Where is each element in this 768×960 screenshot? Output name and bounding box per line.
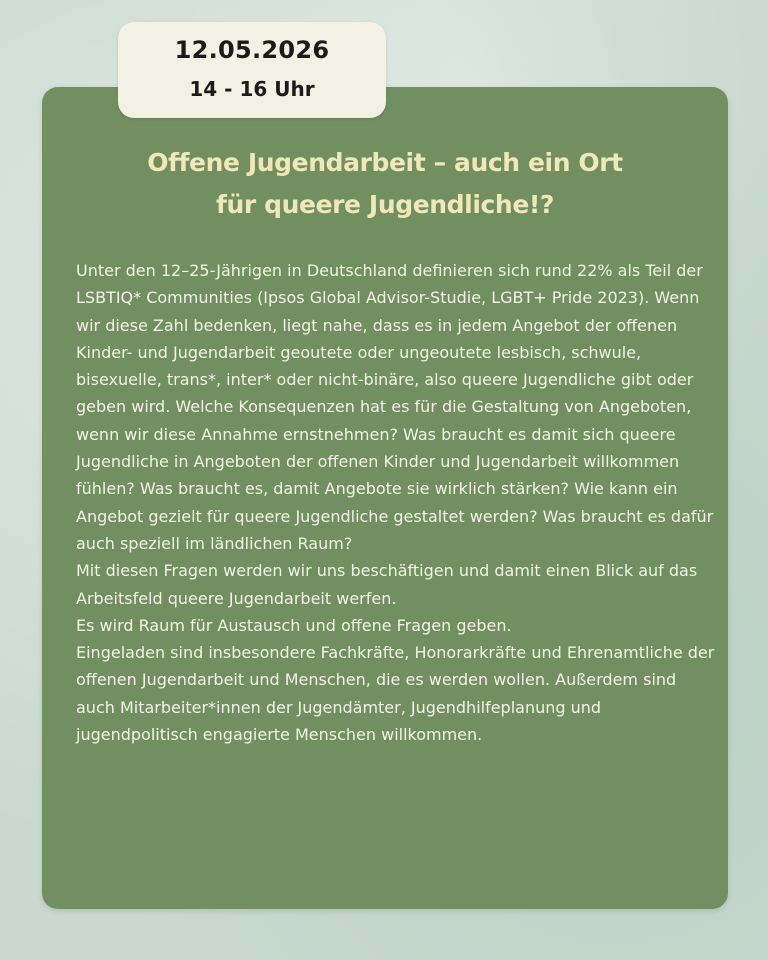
- description-paragraph: Mit diesen Fragen werden wir uns beschäftigen und damit einen Blick auf das Arbeitsfeld queere Jugendarbeit werfen.: [76, 561, 698, 608]
- event-title-line-2: für queere Jugendliche!?: [216, 190, 554, 219]
- event-time: 14 - 16 Uhr: [189, 77, 315, 101]
- event-description: [76, 257, 716, 748]
- date-tab: [118, 22, 386, 118]
- description-paragraph: Unter den 12–25-Jährigen in Deutschland definieren sich rund 22% als Teil der LSBTIQ* Communities (Ipsos Global Advisor-Studie, LGBT+ Pride 2023). Wenn wir diese Zahl bedenken, liegt nahe, dass es in jedem Angebot der offenen Kinder- und Jugendarbeit geoutete oder ungeoutete lesbisch, schwule, bisexuelle, trans*, inter* oder nicht-binäre, also queere Jugendliche gibt oder geben wird. Welche Konsequenzen hat es für die Gestaltung von Angeboten, wenn wir diese Annahme ernstnehmen? Was braucht es damit sich queere Jugendliche in Angeboten der offenen Kinder und Jugendarbeit willkommen fühlen? Was braucht es, damit Angebote sie wirklich stärken? Wie kann ein Angebot gezielt für queere Jugendliche gestaltet werden? Was braucht es dafür auch speziell im ländlichen Raum?: [76, 261, 714, 553]
- event-title-line-1: Offene Jugendarbeit – auch ein Ort: [147, 148, 623, 177]
- event-date: 12.05.2026: [174, 36, 330, 64]
- description-paragraph: Eingeladen sind insbesondere Fachkräfte, Honorarkräfte und Ehrenamtliche der offenen Jugendarbeit und Menschen, die es werden wollen. Außerdem sind auch Mitarbeiter*innen der Jugendämter, Jugendhilfeplanung und jugendpolitisch engagierte Menschen willkommen.: [76, 643, 715, 745]
- event-title: [42, 142, 728, 226]
- description-paragraph: Es wird Raum für Austausch und offene Fragen geben.: [76, 615, 512, 635]
